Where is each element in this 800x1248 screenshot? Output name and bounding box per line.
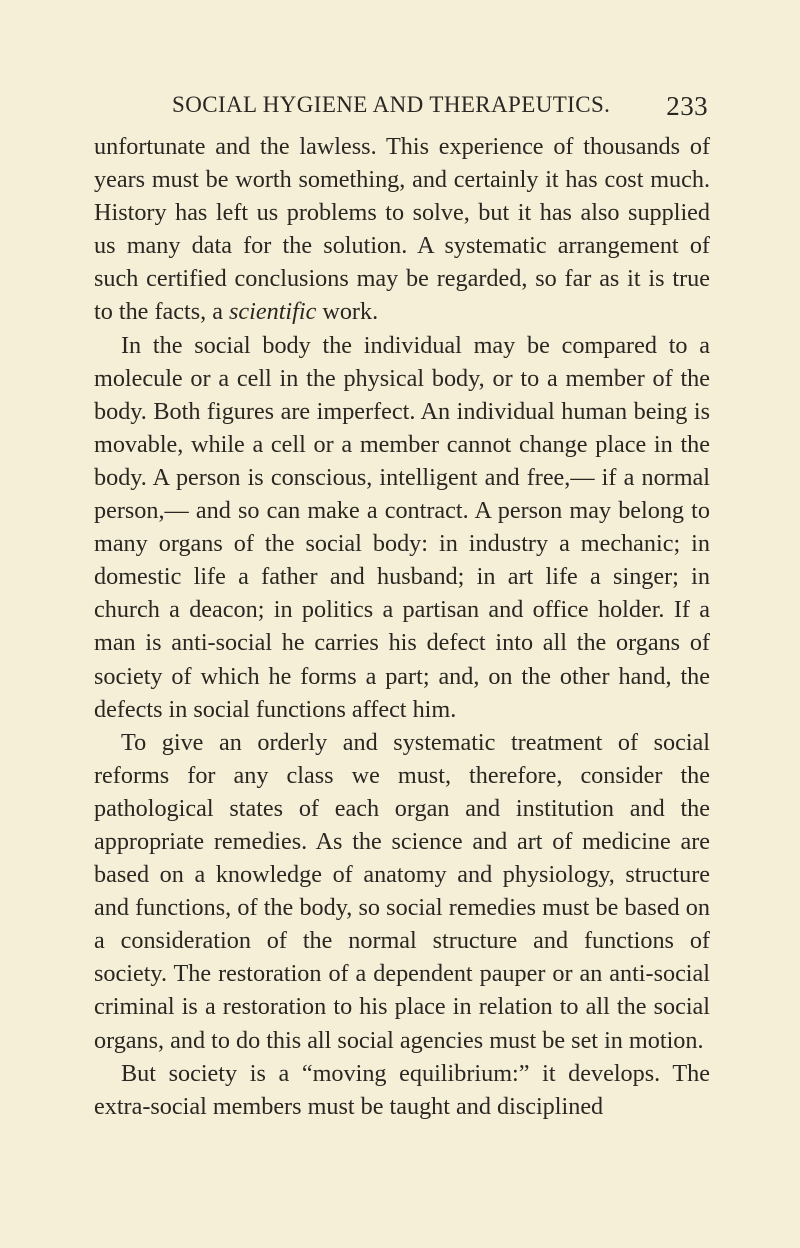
paragraph-1-text: unfortunate and the lawless. This experience of thousands of years must be worth something, and certainly it has cost much. History has left us problems to solve, but it has also supplied us many data for the solution. A systematic arrangement of such certified conclusions may be regarded, so far as it is true to the facts, a	[94, 133, 710, 326]
paragraph-1	[94, 130, 710, 329]
paragraph-4: But society is a “moving equilibrium:” it develops. The extra-social members must be taught and disciplined	[94, 1059, 710, 1120]
book-page	[94, 88, 710, 1218]
running-head	[94, 88, 710, 128]
running-title: SOCIAL HYGIENE AND THERAPEUTICS.	[172, 92, 611, 117]
page-number: 233	[666, 91, 708, 121]
paragraph-3: To give an orderly and systematic treatment of social reforms for any class we must, therefore, consider the pathological states of each organ and institution and the appropriate remedies. As the science and art of medicine are based on a knowledge of anatomy and physiology, structure and functions, of the body, so social remedies must be based on a consideration of the normal structure and functions of society. The restoration of a dependent pauper or an anti-social criminal is a restoration to his place in relation to all the social organs, and to do this all social agencies must be set in motion.	[94, 728, 710, 1054]
paragraph-1-tail: work.	[316, 298, 379, 326]
paragraph-2: In the social body the individual may be compared to a molecule or a cell in the physical body, or to a member of the body. Both figures are imperfect. An individual human being is movable, while a cell or a member cannot change place in the body. A person is conscious, intelligent and free,— if a normal person,— and so can make a contract. A person may belong to many organs of the social body: in industry a mechanic; in domestic life a father and husband; in art life a singer; in church a deacon; in politics a partisan and office holder. If a man is anti-social he carries his defect into all the organs of society of which he forms a part; and, on the other hand, the defects in social functions affect him.	[94, 331, 710, 723]
body-text	[94, 130, 710, 1123]
emphasis-scientific: scientific	[229, 298, 317, 326]
